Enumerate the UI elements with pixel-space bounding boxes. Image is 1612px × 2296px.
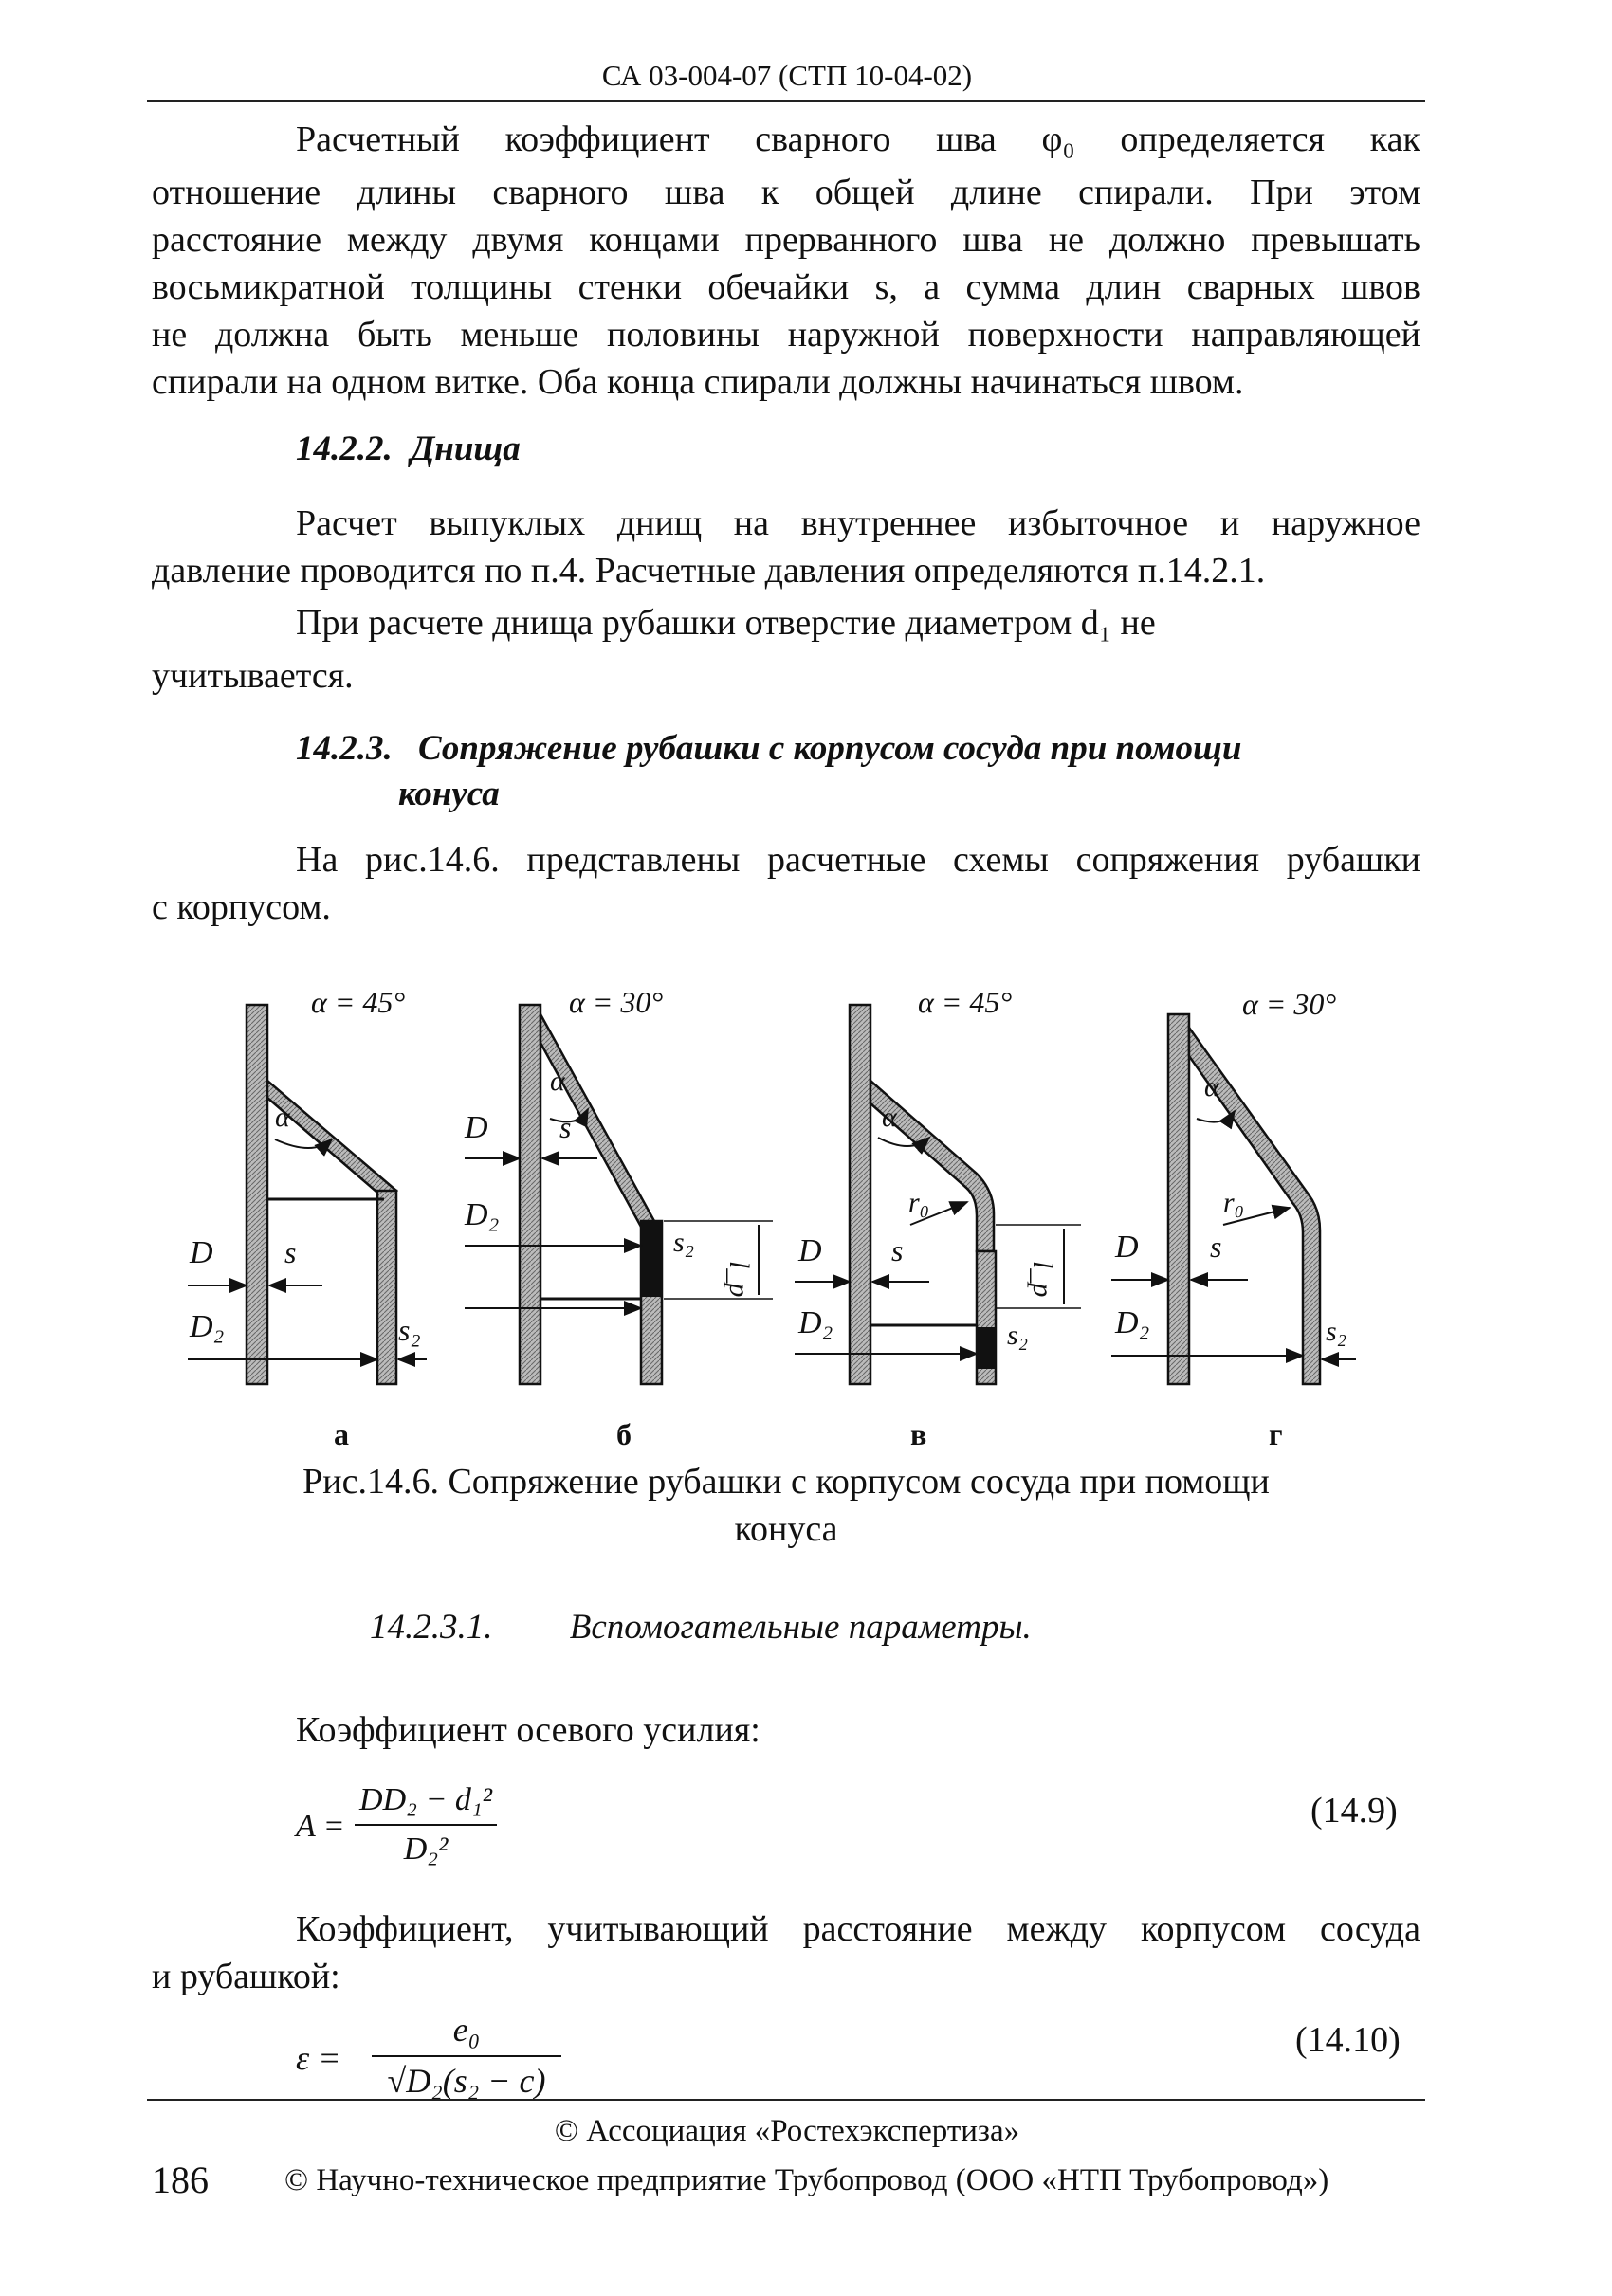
svg-text:D₂: D₂ (798, 1305, 833, 1340)
text-line: с корпусом. (152, 887, 331, 927)
eq-numerator: DD₂ − d₁² (359, 1782, 492, 1817)
panel-b (464, 985, 773, 1384)
svg-text:α = 30°: α = 30° (1242, 987, 1337, 1021)
equation-number: (14.10) (1295, 2020, 1401, 2060)
footer-rule (147, 2099, 1425, 2101)
panel-v (795, 985, 1081, 1384)
svg-text:r₀: r₀ (1223, 1187, 1245, 1218)
paragraph-heads (152, 500, 1420, 594)
eq-lhs: ε = (296, 2039, 341, 2077)
panel-label-g: г (1269, 1417, 1283, 1451)
paragraph-axial-force (152, 1706, 1420, 1754)
section-number: 14.2.3. (296, 729, 393, 768)
footer-association: © Ассоциация «Ростехэкспертиза» (554, 2114, 1020, 2148)
text-line: Коэффициент осевого усилия: (296, 1710, 760, 1750)
section-number: 14.2.2. (296, 429, 393, 468)
eq-numerator: e₀ (452, 2011, 481, 2049)
text-line: спирали на одном витке. Оба конца спирали должны начинаться швом. (152, 362, 1244, 402)
svg-text:α: α (275, 1102, 290, 1133)
text-line: Расчет выпуклых днищ на внутреннее избыточное и наружное (296, 503, 1420, 543)
panel-g (1111, 987, 1356, 1384)
svg-text:α: α (1204, 1071, 1219, 1102)
text-line: При расчете днища рубашки отверстие диаметром d₁ не (296, 603, 1156, 643)
svg-text:s: s (1210, 1230, 1222, 1264)
svg-text:α = 45°: α = 45° (918, 985, 1013, 1019)
text-line: Коэффициент, учитывающий расстояние между корпусом сосуда (296, 1909, 1420, 1949)
text-line: расстояние между двумя концами прерванного шва не должно превышать (152, 220, 1420, 260)
svg-text:s₂: s₂ (673, 1227, 695, 1258)
figure-caption (152, 1458, 1420, 1553)
text-line: учитывается. (152, 656, 354, 696)
text-line: восьмикратной толщины стенки обечайки s, а сумма длин сварных швов (152, 267, 1420, 307)
svg-text:D₂: D₂ (1115, 1305, 1150, 1340)
paragraph-weld-coefficient (152, 116, 1420, 406)
figure-14-6 (0, 976, 1612, 1431)
panel-label-a: а (334, 1417, 349, 1451)
svg-text:s₂: s₂ (1326, 1316, 1347, 1347)
svg-text:α: α (882, 1102, 897, 1133)
footer-company: © Научно-техническое предприятие Трубопровод (ООО «НТП Трубопровод») (284, 2163, 1329, 2197)
eq-denominator: √D₂(s₂ − c) (387, 2062, 546, 2100)
svg-text:s₂: s₂ (398, 1313, 421, 1347)
section-title: Сопряжение рубашки с корпусом сосуда при помощи (418, 729, 1242, 768)
svg-text:l_p: l_p (724, 1261, 755, 1298)
svg-text:s₂: s₂ (1007, 1320, 1029, 1351)
page-number: 186 (152, 2159, 209, 2201)
svg-text:l_p: l_p (1027, 1261, 1058, 1298)
equation-number: (14.9) (1310, 1791, 1398, 1831)
paragraph-distance-coef (152, 1905, 1420, 2000)
paragraph-figure-ref (152, 836, 1420, 931)
eq-lhs: A = (296, 1809, 345, 1844)
svg-text:D₂: D₂ (465, 1197, 500, 1232)
section-heading-14-2-3-1 (370, 1607, 1032, 1648)
svg-text:α = 30°: α = 30° (569, 985, 664, 1019)
section-heading-14-2-3 (296, 728, 1241, 769)
fraction-bar (372, 2055, 561, 2057)
text-line: и рубашкой: (152, 1957, 340, 1996)
panel-label-b: б (616, 1417, 632, 1451)
text-line: На рис.14.6. представлены расчетные схемы сопряжения рубашки (296, 840, 1420, 880)
caption-line: конуса (734, 1509, 838, 1549)
fraction-bar (355, 1824, 497, 1826)
svg-text:s: s (559, 1110, 572, 1144)
section-title: Днища (411, 429, 521, 468)
svg-text:D: D (190, 1235, 213, 1270)
caption-line: Рис.14.6. Сопряжение рубашки с корпусом сосуда при помощи (302, 1462, 1270, 1502)
header-rule (147, 100, 1425, 102)
section-heading-14-2-2 (296, 428, 521, 469)
text-line: не должна быть меньше половины наружной поверхности направляющей (152, 315, 1420, 355)
svg-text:s: s (891, 1233, 904, 1267)
svg-text:D: D (465, 1110, 488, 1145)
paragraph-jacket-head (152, 599, 1420, 700)
svg-text:D₂: D₂ (190, 1309, 225, 1344)
running-header: СА 03-004-07 (СТП 10-04-02) (601, 59, 973, 92)
text-line: давление проводится по п.4. Расчетные давления определяются п.14.2.1. (152, 551, 1266, 591)
panel-label-v: в (910, 1417, 927, 1451)
svg-text:D: D (798, 1233, 822, 1268)
eq-denominator: D₂² (403, 1831, 449, 1867)
section-heading-14-2-3-cont: конуса (398, 774, 500, 813)
panel-a (188, 985, 427, 1384)
section-title: Вспомогательные параметры. (569, 1608, 1032, 1647)
section-number: 14.2.3.1. (370, 1608, 493, 1647)
svg-text:r₀: r₀ (908, 1187, 930, 1218)
svg-text:s: s (284, 1235, 297, 1269)
svg-text:D: D (1115, 1230, 1139, 1265)
svg-text:α = 45°: α = 45° (311, 985, 406, 1019)
text-line: отношение длины сварного шва к общей длине спирали. При этом (152, 173, 1420, 212)
text-line: Расчетный коэффициент сварного шва φ₀ определяется как (296, 119, 1420, 159)
svg-text:α: α (550, 1066, 565, 1097)
